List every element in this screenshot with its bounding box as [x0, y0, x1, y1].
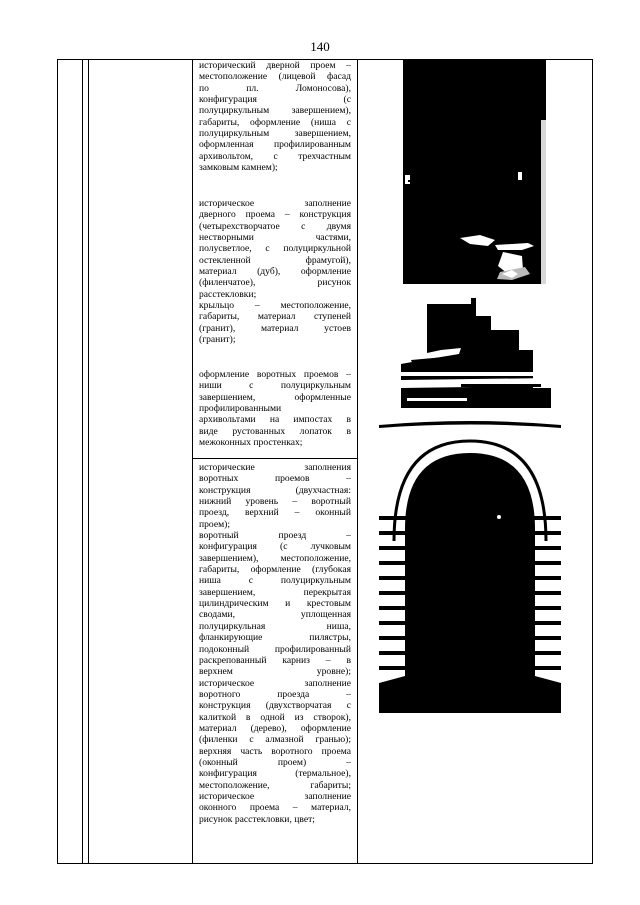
text-line: виде рустованных лопаток в	[199, 425, 351, 437]
text-line: полусветлое, с полуциркульной	[199, 243, 351, 255]
doorway-photo	[400, 60, 552, 284]
text-line: проем);	[199, 518, 231, 530]
text-line: историческое заполнение	[199, 198, 351, 209]
page-number: 140	[310, 39, 330, 54]
table-bottom-border	[57, 863, 593, 864]
text-block-gate-openings	[199, 369, 351, 448]
text-line: калиткой в одной из створок),	[199, 711, 351, 723]
text-line: местоположение, габариты;	[199, 779, 351, 791]
text-line: воротных проемов –	[199, 473, 351, 485]
text-line: габариты, материал ступеней	[199, 311, 351, 323]
text-line: воротного проезда –	[199, 688, 351, 700]
text-line: верхняя часть воротного проема	[199, 745, 351, 757]
text-line: конфигурация (термальное),	[199, 768, 351, 780]
text-block-door-fill	[199, 198, 351, 345]
text-line: расстекловки;	[199, 288, 257, 300]
text-line: историческое заполнение	[199, 790, 351, 802]
text-line: ниша с полуциркульным	[199, 575, 351, 587]
text-block-gate-fill	[199, 462, 351, 825]
text-line: конфигурация (с лучковым	[199, 541, 351, 553]
gate-photo	[379, 421, 561, 713]
text-line: материал (дерево), оформление	[199, 722, 351, 734]
table-column-border	[88, 59, 89, 864]
text-line: конструкция (двухчастная:	[199, 484, 351, 496]
row-separator	[192, 458, 357, 459]
text-line: оформление воротных проемов –	[199, 369, 351, 380]
table-column-border	[82, 59, 83, 864]
text-line: фланкирующие пилястры,	[199, 632, 351, 644]
text-line: (оконный проем) –	[199, 756, 351, 768]
text-line: остекленной фрамугой),	[199, 254, 351, 266]
text-line: по пл. Ломоносова),	[199, 82, 351, 94]
text-line: верхнем уровне);	[199, 666, 351, 678]
text-line: исторический дверной проем –	[199, 60, 351, 71]
text-line: межоконных простенках;	[199, 437, 303, 449]
text-line: материал (дуб), оформление	[199, 266, 351, 278]
porch-photo	[401, 298, 551, 408]
text-line: (филенки с алмазной гранью);	[199, 734, 351, 746]
table-column-border	[57, 59, 58, 864]
text-line: подоконный профилированный	[199, 643, 351, 655]
text-line: ниши с полуциркульным	[199, 380, 351, 392]
text-line: профилированными	[199, 403, 282, 415]
text-line: габариты, оформление (глубокая	[199, 564, 351, 576]
table-column-border	[592, 59, 593, 864]
text-line: историческое заполнение	[199, 677, 351, 689]
text-line: цилиндрическим и крестовым	[199, 598, 351, 610]
text-line: местоположение (лицевой фасад	[199, 71, 351, 83]
text-line: оформленная профилированным	[199, 139, 351, 151]
text-line: (четырехстворчатое с двумя	[199, 220, 351, 232]
text-line: (филенчатое), рисунок	[199, 277, 351, 289]
table-column-border	[192, 59, 193, 864]
text-line: воротный проезд –	[199, 530, 351, 542]
text-line: полуциркульным завершением),	[199, 105, 351, 117]
text-line: завершением), местоположение,	[199, 552, 351, 564]
text-line: сводами, уплощенная	[199, 609, 351, 621]
table-column-border	[357, 59, 358, 864]
text-line: замковым камнем);	[199, 162, 278, 174]
text-line: крыльцо – местоположение,	[199, 300, 351, 312]
text-line: оконного проема – материал,	[199, 802, 351, 814]
text-line: завершением, оформленные	[199, 391, 351, 403]
text-line: архивольтами на импостах в	[199, 414, 351, 426]
text-line: нестворными частями,	[199, 232, 351, 244]
text-line: полуциркульная ниша,	[199, 620, 351, 632]
text-line: рисунок расстекловки, цвет;	[199, 813, 315, 825]
text-line: завершением, перекрытая	[199, 586, 351, 598]
text-block-doorway	[199, 60, 351, 173]
text-line: архивольтом, с трехчастным	[199, 150, 351, 162]
text-line: раскрепованный карниз – в	[199, 654, 351, 666]
text-line: полуциркульным завершением,	[199, 128, 351, 140]
text-line: конструкция (двухстворчатая с	[199, 700, 351, 712]
text-line: габариты, оформление (ниша с	[199, 116, 351, 128]
text-line: (гранит), материал устоев	[199, 322, 351, 334]
text-line: нижний уровень – воротный	[199, 496, 351, 508]
text-line: проезд, верхний – оконный	[199, 507, 351, 519]
text-line: дверного проема – конструкция	[199, 209, 351, 221]
text-line: конфигурация (с	[199, 94, 351, 106]
text-line: (гранит);	[199, 334, 236, 346]
text-line: исторические заполнения	[199, 462, 351, 473]
